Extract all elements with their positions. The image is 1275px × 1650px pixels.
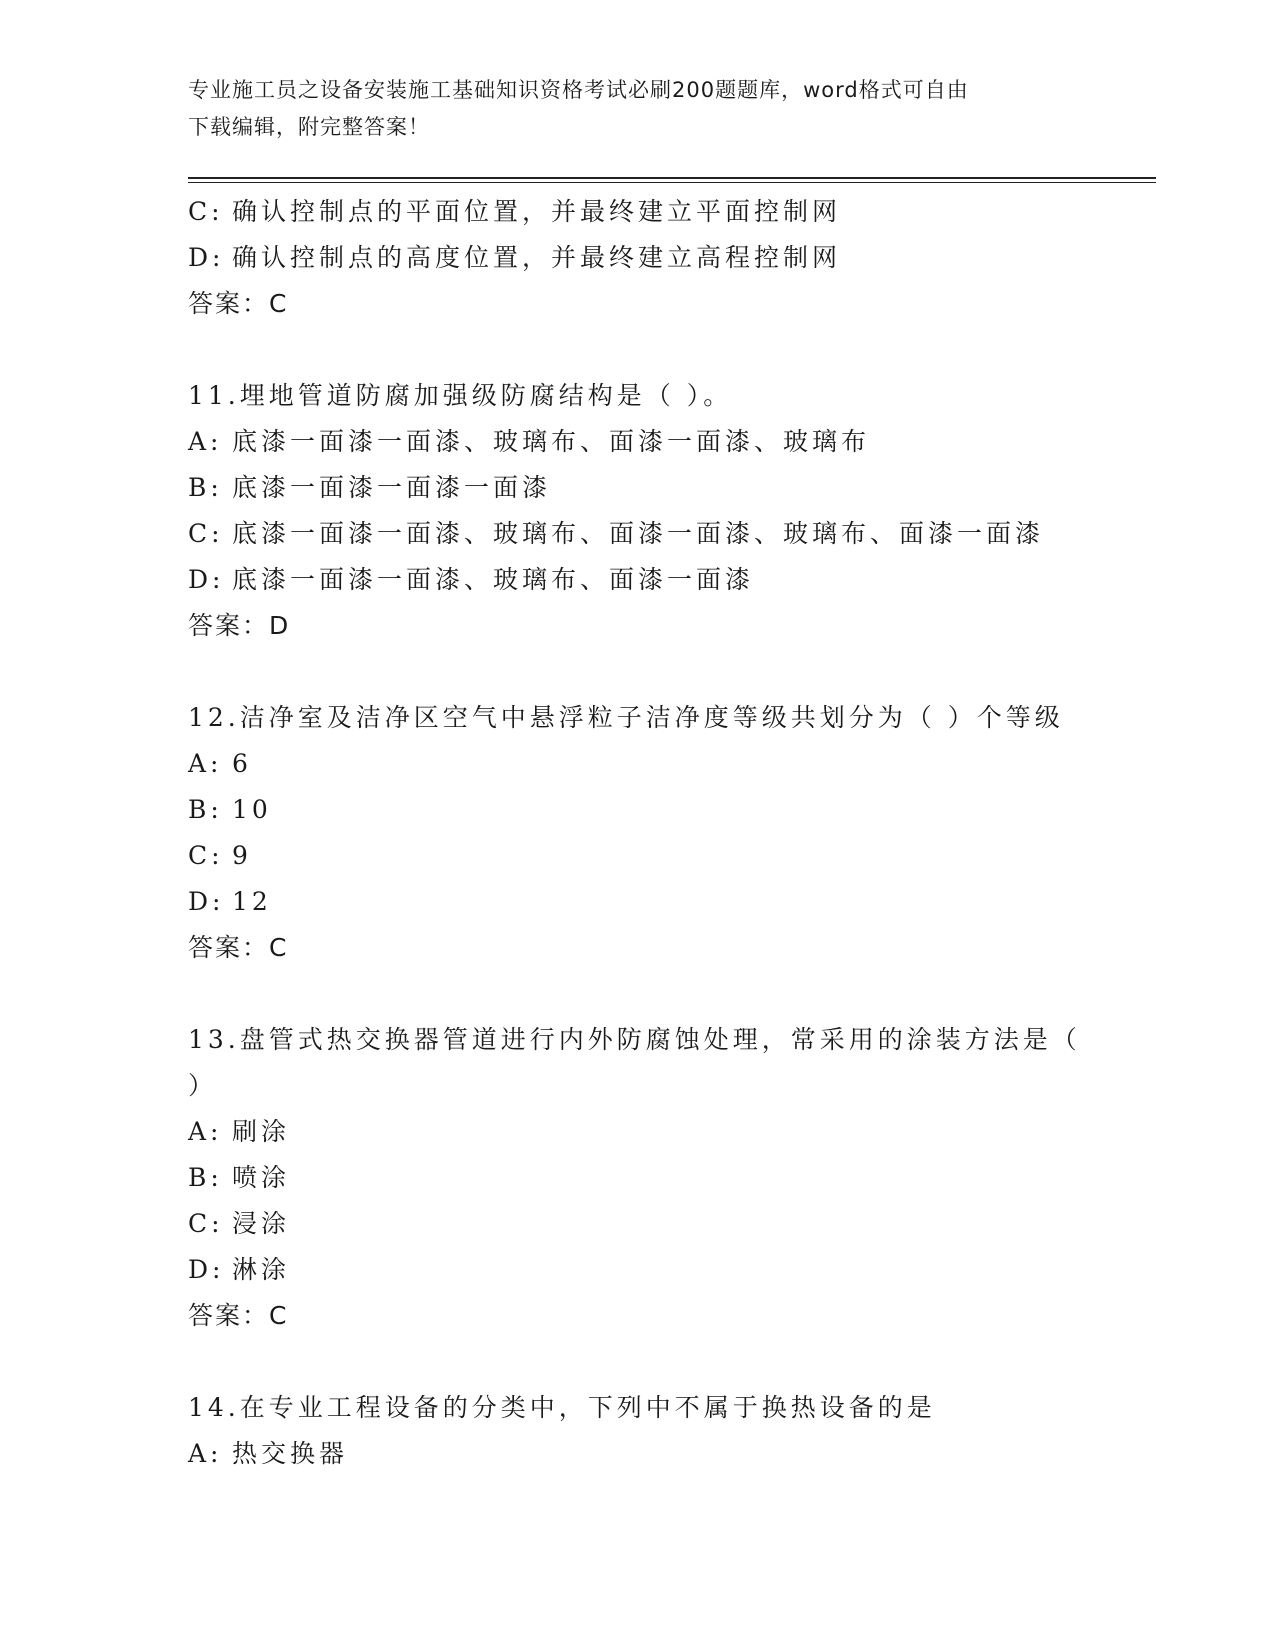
option-label: D: — [188, 243, 225, 272]
question-stem: 13.盘管式热交换器管道进行内外防腐蚀处理，常采用的涂装方法是（ — [188, 1025, 1081, 1054]
option-text: 9 — [232, 841, 252, 870]
option-text: 热交换器 — [232, 1439, 349, 1468]
option-line — [188, 1247, 1148, 1293]
option-text: 10 — [232, 795, 272, 824]
option-label: C: — [188, 1209, 224, 1238]
option-line — [188, 1109, 1148, 1155]
option-label: A: — [188, 1117, 223, 1146]
header-title-line-1: 专业施工员之设备安装施工基础知识资格考试必刷200题题库，word格式可自由 — [188, 78, 969, 102]
header-title-line-2: 下载编辑，附完整答案！ — [188, 115, 430, 139]
option-text: 确认控制点的高度位置，并最终建立高程控制网 — [232, 243, 842, 272]
answer-line: 答案：C — [188, 933, 289, 962]
answer-line: 答案：D — [188, 611, 291, 640]
spacer — [188, 1339, 1148, 1385]
question-stem: 14.在专业工程设备的分类中，下列中不属于换热设备的是 — [188, 1393, 936, 1422]
question-stem: 11.埋地管道防腐加强级防腐结构是（ ）。 — [188, 381, 733, 410]
header-divider-thick — [188, 177, 1156, 179]
option-line — [188, 741, 1148, 787]
option-text: 刷涂 — [232, 1117, 291, 1146]
question-11 — [188, 373, 1148, 649]
question-continued — [188, 189, 1148, 327]
answer-line: 答案：C — [188, 289, 289, 318]
option-text: 底漆一面漆一面漆、玻璃布、面漆一面漆、玻璃布、面漆一面漆 — [232, 519, 1045, 548]
question-list — [188, 189, 1148, 1477]
option-text: 12 — [232, 887, 272, 916]
question-13 — [188, 1017, 1148, 1339]
option-line — [188, 1201, 1148, 1247]
option-line — [188, 557, 1148, 603]
option-label: A: — [188, 749, 223, 778]
option-line — [188, 879, 1148, 925]
option-line — [188, 511, 1148, 557]
option-text: 确认控制点的平面位置，并最终建立平面控制网 — [232, 197, 842, 226]
option-text: 底漆一面漆一面漆、玻璃布、面漆一面漆、玻璃布 — [232, 427, 871, 456]
option-text: 喷涂 — [232, 1163, 291, 1192]
option-line — [188, 787, 1148, 833]
option-line — [188, 189, 1148, 235]
option-label: C: — [188, 841, 224, 870]
question-stem-continued: ） — [188, 1071, 218, 1100]
option-text: 底漆一面漆一面漆一面漆 — [232, 473, 552, 502]
option-label: B: — [188, 1163, 223, 1192]
option-label: C: — [188, 519, 224, 548]
question-stem: 12.洁净室及洁净区空气中悬浮粒子洁净度等级共划分为（ ）个等级 — [188, 703, 1064, 732]
spacer — [188, 649, 1148, 695]
option-line — [188, 1431, 1148, 1477]
option-text: 浸涂 — [232, 1209, 291, 1238]
question-14 — [188, 1385, 1148, 1477]
option-text: 淋涂 — [232, 1255, 291, 1284]
option-label: A: — [188, 427, 223, 456]
option-line — [188, 833, 1148, 879]
spacer — [188, 327, 1148, 373]
question-12 — [188, 695, 1148, 971]
option-label: D: — [188, 887, 225, 916]
option-line — [188, 1155, 1148, 1201]
header-divider-thin — [188, 182, 1156, 183]
option-label: B: — [188, 473, 223, 502]
option-label: A: — [188, 1439, 223, 1468]
answer-line: 答案：C — [188, 1301, 289, 1330]
option-label: D: — [188, 565, 225, 594]
option-text: 6 — [232, 749, 252, 778]
option-line — [188, 419, 1148, 465]
option-line — [188, 465, 1148, 511]
option-label: B: — [188, 795, 223, 824]
option-text: 底漆一面漆一面漆、玻璃布、面漆一面漆 — [232, 565, 755, 594]
spacer — [188, 971, 1148, 1017]
option-line — [188, 235, 1148, 281]
document-header — [188, 72, 1088, 146]
option-label: D: — [188, 1255, 225, 1284]
option-label: C: — [188, 197, 224, 226]
